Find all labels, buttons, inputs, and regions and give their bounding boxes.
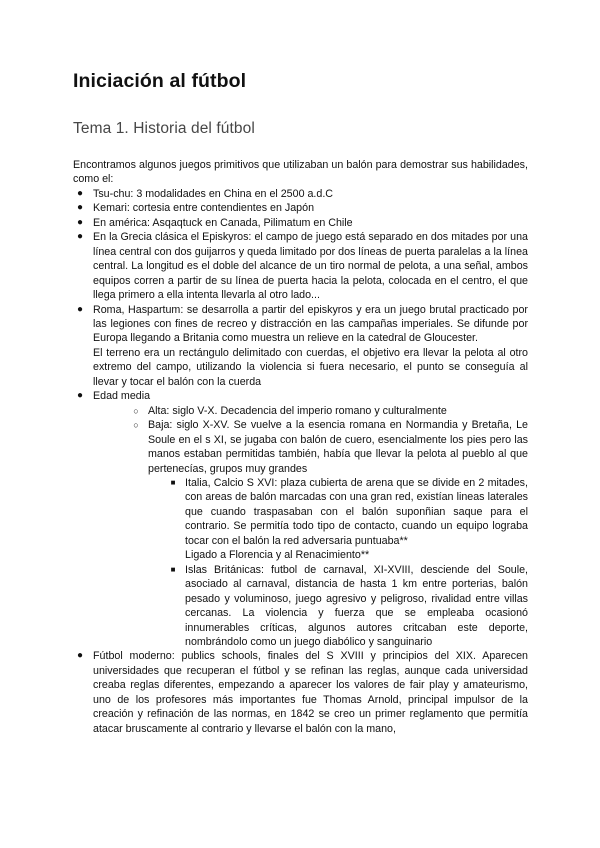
- list-item-text: Islas Británicas: futbol de carnaval, XI-XVIII, desciende del Soule, asociado al carnaval, distancia de hasta 1 km entre porterias, balón pesado y voluminoso, juego agresivo y peligroso, rivalidad entre villas cercanas. La violencia y fuerza que se empleaba ocasionó innumerables críticas, algunos autores critcaban este deporte, nombrándolo como un juego diabólico y sanguinario: [185, 563, 528, 648]
- list-item-kemari: [73, 201, 528, 215]
- list-item-text: En la Grecia clásica el Episkyros: el campo de juego está separado en dos mitades por una línea central con dos guijarros y queda limitado por dos líneas de puerta paralelas a la línea central. La longitud es el doble del alcance de un tiro normal de pelota, a una señal, ambos equipos corren a partir de su línea de puerta hacia la pelota, colocada en el centro, el que llega primero a ella intenta llevarla al otro lado...: [93, 231, 528, 302]
- baja-sublist: [166, 476, 528, 649]
- list-item-alta: [129, 404, 528, 418]
- list-item-text: Alta: siglo V-X. Decadencia del imperio romano y culturalmente: [148, 404, 447, 417]
- bullet-circle-icon: ○: [133, 420, 139, 431]
- list-item-moderno: [73, 649, 528, 736]
- list-item-islas: [166, 563, 528, 650]
- list-item-text: Edad media: [93, 390, 151, 403]
- bullet-dot-icon: ●: [76, 650, 84, 662]
- document-body: [73, 158, 528, 736]
- list-item-edad-media: [73, 389, 528, 649]
- list-item-text: Tsu-chu: 3 modalidades en China en el 2500 a.d.C: [93, 187, 334, 200]
- edad-media-sublist: [129, 404, 528, 650]
- bullet-dot-icon: ●: [76, 187, 84, 199]
- list-item-text: Roma, Haspartum: se desarrolla a partir del episkyros y era un juego brutal practicado por las legiones con fines de recreo y distracción en las campañas imperiales. Se difunde por Europa llegando a Britania como muestra un relieve en la catedral de Gloucester.: [93, 303, 528, 345]
- bullet-dot-icon: ●: [76, 231, 84, 243]
- bullet-dot-icon: ●: [76, 303, 84, 315]
- list-item-italia: [166, 476, 528, 563]
- list-item-text: Fútbol moderno: publics schools, finales del S XVIII y principios del XIX. Aparecen universidades que recuperan el fútbol y se refinan las reglas, aunque cada universidad creaba reglas diferentes, empezando a aparecer los valores de fair play y amateurismo, uno de los profesores más importantes fue Thomas Arnold, principal impulsor de la creación y refinación de las normas, en 1842 se creo un primer reglamento que permitía atacar bruscamente al contrario y llevarse el balón con la mano,: [93, 650, 528, 735]
- main-list: [73, 187, 528, 736]
- list-item-continuation: Ligado a Florencia y al Renacimiento**: [185, 549, 370, 562]
- bullet-square-icon: ■: [170, 564, 176, 574]
- list-item-text: Italia, Calcio S XVI: plaza cubierta de arena que se divide en 2 mitades, con areas de balón marcadas con una gran red, existían lineas laterales que cuando traspasaban con el balón suponñian saque para el contrario. Se permitía todo tipo de contacto, cuando un equipo lograba tocar con el balón la red adversaria puntuaba**: [185, 476, 528, 547]
- list-item-continuation: El terreno era un rectángulo delimitado con cuerdas, el objetivo era llevar la pelota al otro extremo del campo, utilizando la violencia si fuera necesario, el punto se conseguía al llevar y tocar el balón con la cuerda: [93, 346, 528, 388]
- bullet-dot-icon: ●: [76, 216, 84, 228]
- list-item-tsuchu: [73, 187, 528, 201]
- list-item-america: [73, 216, 528, 230]
- list-item-grecia: [73, 230, 528, 302]
- bullet-square-icon: ■: [170, 477, 176, 487]
- list-item-baja: [129, 418, 528, 649]
- list-item-text: Baja: siglo X-XV. Se vuelve a la esencia romana en Normandia y Bretaña, Le Soule en el s XI, se jugaba con balón de cuero, esencialmente los pies pero las manos estaban permitidas también, había que llevar la pelota al pueblo al que pertenecías, grupos muy grandes: [148, 419, 528, 475]
- list-item-text: Kemari: cortesia entre contendientes en Japón: [93, 202, 315, 215]
- bullet-circle-icon: ○: [133, 405, 139, 416]
- intro-paragraph: Encontramos algunos juegos primitivos que utilizaban un balón para demostrar sus habilidades, como el:: [73, 159, 528, 186]
- bullet-dot-icon: ●: [76, 390, 84, 402]
- list-item-roma: [73, 303, 528, 390]
- bullet-dot-icon: ●: [76, 202, 84, 214]
- document-title: Iniciación al fútbol: [73, 70, 247, 92]
- section-heading: Tema 1. Historia del fútbol: [73, 120, 255, 137]
- list-item-text: En américa: Asqaqtuck en Canada, Pilimatum en Chile: [93, 216, 353, 229]
